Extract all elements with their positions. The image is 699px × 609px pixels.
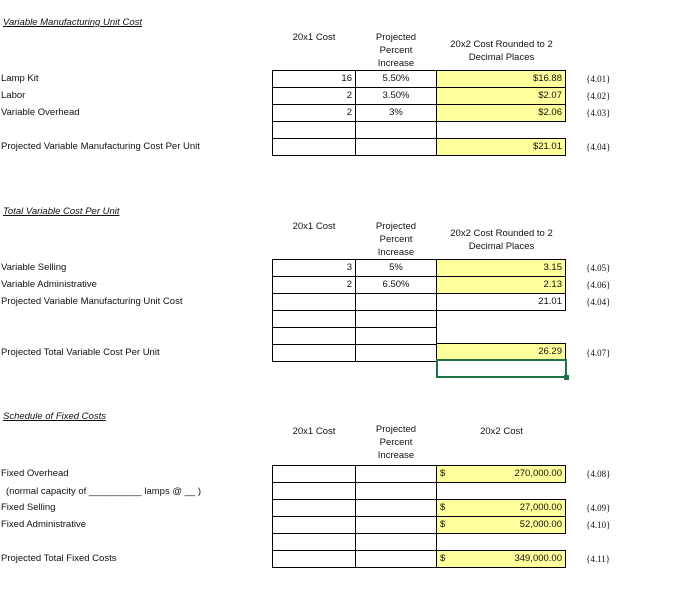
cell-empty[interactable]	[272, 327, 356, 345]
amount: 349,000.00	[514, 553, 562, 564]
ref-code: {4.02}	[586, 91, 611, 101]
dollar-sign: $	[440, 553, 446, 564]
cell-empty[interactable]	[355, 121, 437, 139]
row-label: (normal capacity of __________ lamps @ __ )	[6, 486, 202, 497]
ref-code: {4.01}	[586, 74, 611, 84]
amount: 27,000.00	[519, 502, 562, 513]
cell-empty[interactable]	[436, 121, 566, 139]
s3-col2-header: Projected Percent Increase	[375, 424, 417, 461]
row-label: Fixed Overhead	[1, 468, 69, 479]
section2-title: Total Variable Cost Per Unit	[3, 206, 120, 217]
cell-empty[interactable]	[355, 482, 437, 500]
section1-title: Variable Manufacturing Unit Cost	[3, 17, 143, 28]
cell-empty[interactable]	[355, 327, 437, 345]
cell-empty[interactable]	[355, 344, 437, 362]
s2-col2-header: Projected Percent Increase	[375, 221, 417, 258]
cell-proj[interactable]: 3.15	[436, 259, 566, 277]
cell-total[interactable]: 26.29	[436, 343, 566, 361]
cell-empty[interactable]	[355, 516, 437, 534]
cell-empty[interactable]	[272, 482, 356, 500]
cell-pct[interactable]: 3.50%	[355, 87, 437, 105]
cell-empty[interactable]	[272, 121, 356, 139]
ref-code: {4.06}	[586, 280, 611, 290]
cell-empty[interactable]	[272, 465, 356, 483]
cell-proj[interactable]	[436, 465, 566, 483]
cell-cost[interactable]: 16	[272, 70, 356, 88]
ref-code: {4.04}	[586, 142, 611, 152]
row-label: Variable Overhead	[1, 107, 80, 118]
cell-empty[interactable]	[272, 533, 356, 551]
cell-empty[interactable]	[355, 533, 437, 551]
cell-empty[interactable]	[272, 310, 356, 328]
cell-empty[interactable]	[272, 516, 356, 534]
cell-proj[interactable]: 2.13	[436, 276, 566, 294]
row-label: Variable Administrative	[1, 279, 97, 290]
cell-empty[interactable]	[272, 499, 356, 517]
cell-empty[interactable]	[436, 533, 566, 551]
dollar-sign: $	[440, 468, 446, 479]
selected-cell[interactable]	[436, 359, 567, 378]
row-label: Lamp Kit	[1, 73, 39, 84]
ref-code: {4.04}	[586, 297, 611, 307]
total-label: Projected Total Variable Cost Per Unit	[1, 347, 160, 358]
row-label: Labor	[1, 90, 26, 101]
cell-cost[interactable]: 2	[272, 104, 356, 122]
dollar-sign: $	[440, 519, 446, 530]
cell-cost[interactable]	[272, 293, 356, 311]
cell-total[interactable]: $21.01	[436, 138, 566, 156]
cell-cost[interactable]: 3	[272, 259, 356, 277]
cell-empty[interactable]	[355, 499, 437, 517]
cell-empty[interactable]	[355, 465, 437, 483]
ref-code: {4.08}	[586, 469, 611, 479]
cell-proj[interactable]	[436, 499, 566, 517]
cell-proj[interactable]	[436, 516, 566, 534]
row-label: Fixed Administrative	[1, 519, 87, 530]
cell-pct[interactable]: 3%	[355, 104, 437, 122]
ref-code: {4.03}	[586, 108, 611, 118]
cell-total[interactable]	[436, 550, 566, 568]
cell-pct[interactable]	[355, 293, 437, 311]
section3-title: Schedule of Fixed Costs	[3, 411, 106, 422]
cell-empty[interactable]	[272, 138, 356, 156]
s1-col1-header: 20x1 Cost	[292, 32, 336, 43]
cell-empty[interactable]	[436, 482, 566, 500]
cell-pct[interactable]: 5.50%	[355, 70, 437, 88]
row-label: Fixed Selling	[1, 502, 56, 513]
cell-pct[interactable]: 5%	[355, 259, 437, 277]
s3-col1-header: 20x1 Cost	[292, 426, 336, 437]
ref-code: {4.11}	[586, 554, 611, 564]
s2-col1-header: 20x1 Cost	[292, 221, 336, 232]
ref-code: {4.10}	[586, 520, 611, 530]
cell-empty[interactable]	[272, 550, 356, 568]
ref-code: {4.05}	[586, 263, 611, 273]
s3-col3-header: 20x2 Cost	[480, 426, 523, 437]
row-label: Variable Selling	[1, 262, 67, 273]
cell-proj[interactable]: 21.01	[436, 293, 566, 311]
total-label: Projected Total Fixed Costs	[1, 553, 117, 564]
ref-code: {4.09}	[586, 503, 611, 513]
cell-empty[interactable]	[355, 138, 437, 156]
amount: 270,000.00	[514, 468, 562, 479]
ref-code: {4.07}	[586, 348, 611, 358]
s1-col3-header: 20x2 Cost Rounded to 2 Decimal Places	[450, 39, 553, 63]
cell-empty[interactable]	[355, 310, 437, 328]
cell-cost[interactable]: 2	[272, 87, 356, 105]
cell-proj[interactable]: $2.07	[436, 87, 566, 105]
s1-col2-header: Projected Percent Increase	[375, 32, 417, 69]
cell-empty[interactable]	[355, 550, 437, 568]
cell-proj[interactable]: $2.06	[436, 104, 566, 122]
cell-cost[interactable]: 2	[272, 276, 356, 294]
amount: 52,000.00	[519, 519, 562, 530]
cell-pct[interactable]: 6.50%	[355, 276, 437, 294]
cell-empty[interactable]	[272, 344, 356, 362]
dollar-sign: $	[440, 502, 446, 513]
row-label: Projected Variable Manufacturing Unit Cost	[1, 296, 183, 307]
cell-proj[interactable]: $16.88	[436, 70, 566, 88]
cell-empty[interactable]	[436, 310, 566, 328]
total-label: Projected Variable Manufacturing Cost Per Unit	[1, 141, 200, 152]
s2-col3-header: 20x2 Cost Rounded to 2 Decimal Places	[450, 228, 553, 252]
